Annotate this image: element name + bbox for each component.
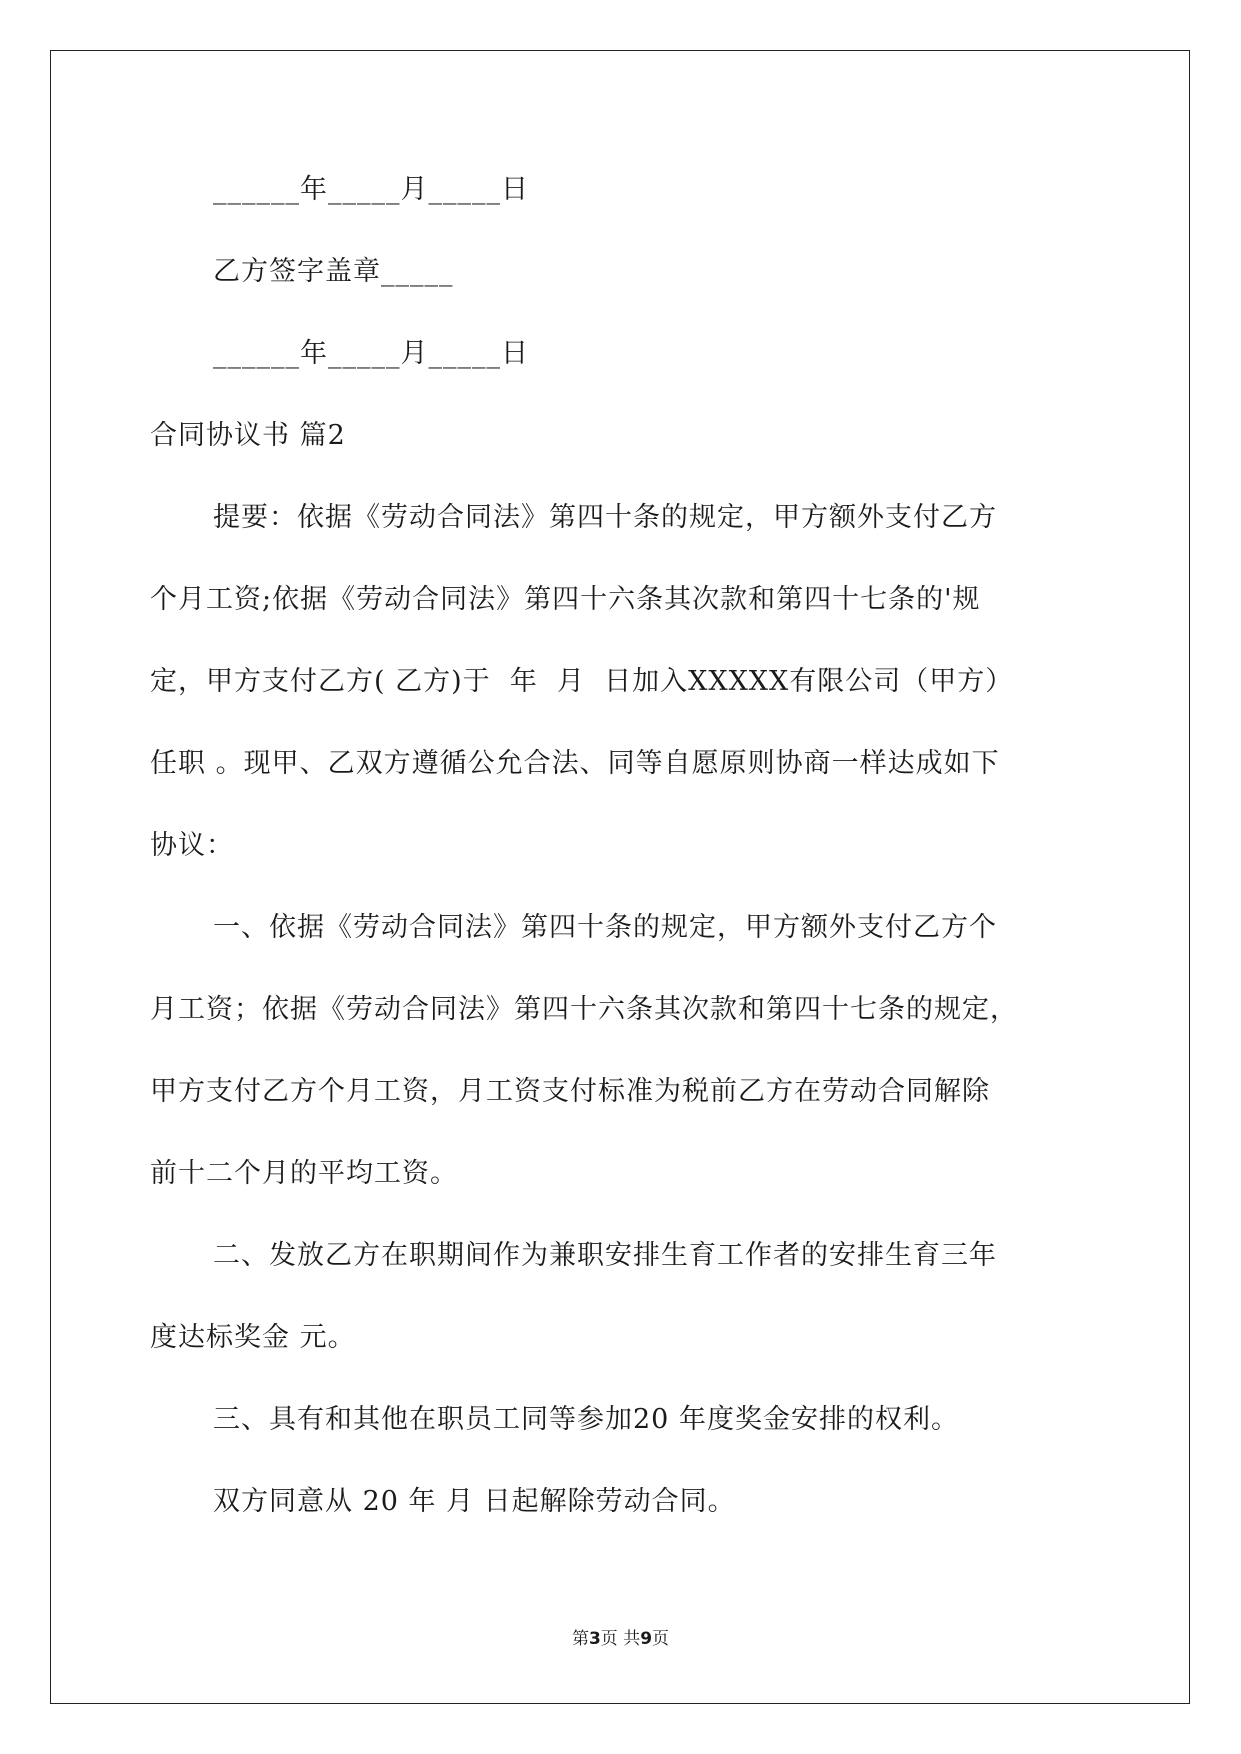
party-b-signature-line: 乙方签字盖章_____: [213, 256, 454, 287]
page-footer: [0, 1627, 1241, 1651]
section-title: 合同协议书 篇2: [150, 420, 346, 451]
clause-line: 度达标奖金 元。: [150, 1322, 356, 1353]
date-line: ______年_____月_____日: [213, 174, 529, 205]
clause-line: 一、依据《劳动合同法》第四十条的规定，甲方额外支付乙方个: [213, 912, 997, 943]
paragraph-line: 任职 。现甲、乙双方遵循公允合法、同等自愿原则协商一样达成如下: [150, 748, 1000, 779]
footer-prefix: 第: [571, 1629, 589, 1649]
clause-line: 三、具有和其他在职员工同等参加20 年度奖金安排的权利。: [213, 1404, 959, 1435]
paragraph-line: 协议：: [150, 830, 234, 861]
date-line: ______年_____月_____日: [213, 338, 529, 369]
current-page-number: 3: [588, 1629, 601, 1649]
clause-line: 月工资；依据《劳动合同法》第四十六条其次款和第四十七条的规定，: [150, 994, 1018, 1025]
page-border: [50, 50, 1190, 1704]
paragraph-line: 个月工资;依据《劳动合同法》第四十六条其次款和第四十七条的'规: [150, 584, 981, 615]
total-pages-number: 9: [640, 1629, 653, 1649]
footer-middle: 页 共: [600, 1629, 641, 1649]
footer-suffix: 页: [652, 1629, 670, 1649]
paragraph-line: 定，甲方支付乙方( 乙方)于 年 月 日加入XXXXX有限公司（甲方）: [150, 666, 1014, 697]
termination-line: 双方同意从 20 年 月 日起解除劳动合同。: [213, 1486, 736, 1517]
paragraph-line: 提要：依据《劳动合同法》第四十条的规定，甲方额外支付乙方: [213, 502, 997, 533]
clause-line: 甲方支付乙方个月工资，月工资支付标准为税前乙方在劳动合同解除: [150, 1076, 990, 1107]
clause-line: 二、发放乙方在职期间作为兼职安排生育工作者的安排生育三年: [213, 1240, 997, 1271]
clause-line: 前十二个月的平均工资。: [150, 1158, 458, 1189]
